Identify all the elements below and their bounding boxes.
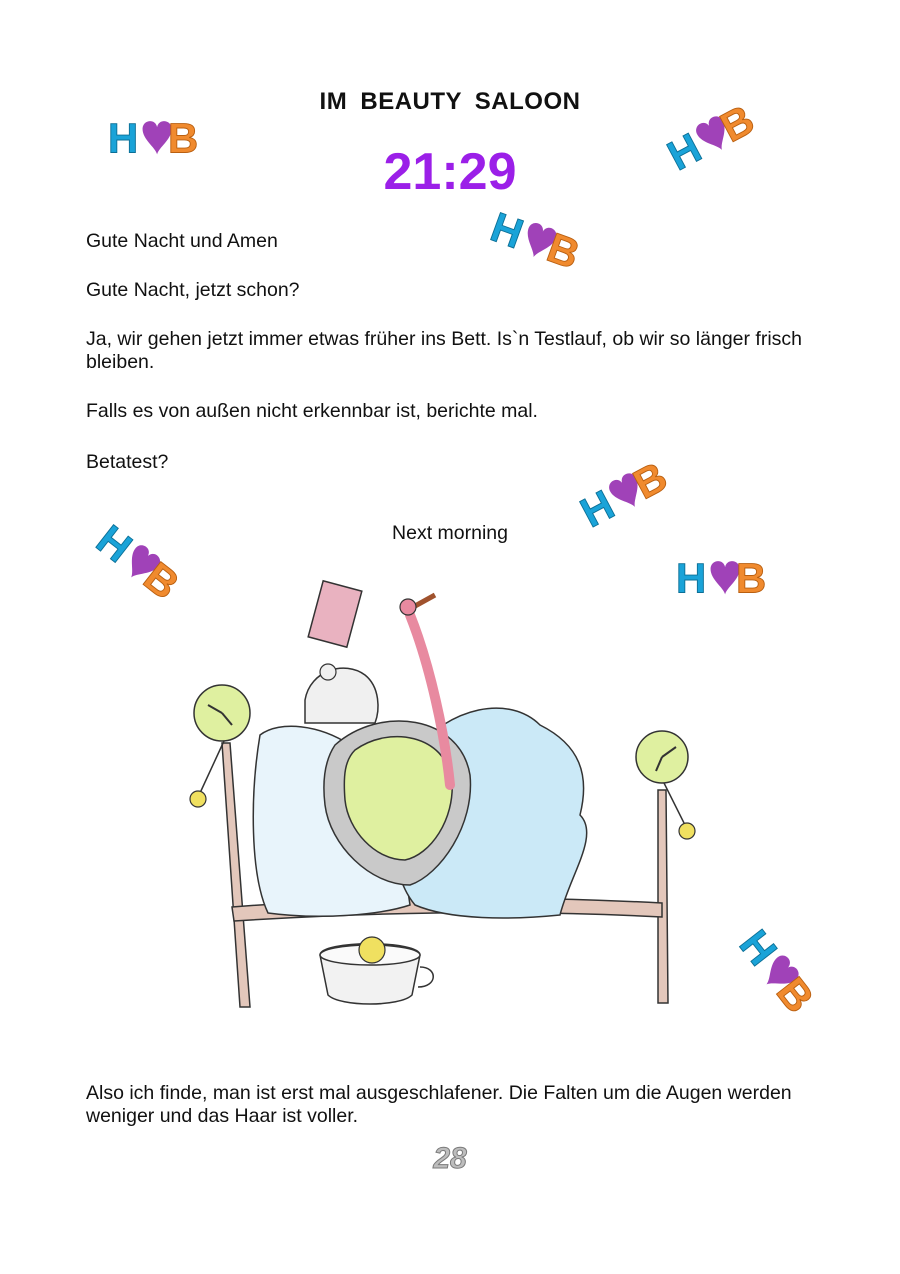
page-number: 28 — [433, 1142, 467, 1175]
paragraph-2: Gute Nacht, jetzt schon? — [86, 279, 300, 301]
time-heading: 21:29 — [383, 143, 517, 201]
closing-paragraph: Also ich finde, man ist erst mal ausgeschlafener. Die Falten um die Augen werden weniger und das Haar ist voller. — [86, 1082, 792, 1127]
illustration-caption: Next morning — [392, 522, 508, 544]
paragraph-1: Gute Nacht und Amen — [86, 230, 278, 252]
hvb-logo-icon — [483, 197, 597, 288]
sleeping-alarm-clock-in-bed-illustration — [180, 575, 700, 1020]
hvb-logo-icon — [108, 108, 208, 168]
paragraph-4: Falls es von außen nicht erkennbar ist, berichte mal. — [86, 400, 538, 422]
hvb-logo-icon — [726, 917, 835, 1033]
paragraph-3: Ja, wir gehen jetzt immer etwas früher ins Bett. Is`n Testlauf, ob wir so länger frisch bleiben. — [86, 328, 803, 373]
page-title: IM BEAUTY SALOON — [319, 88, 581, 115]
paragraph-5: Betatest? — [86, 451, 169, 473]
